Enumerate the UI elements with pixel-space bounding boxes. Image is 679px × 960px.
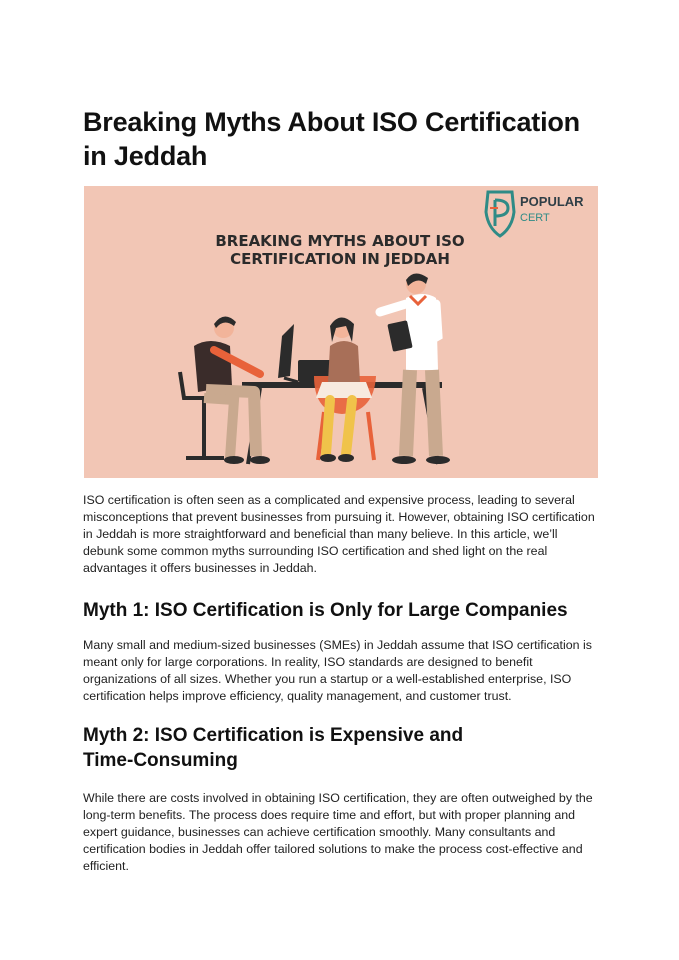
hero-illustration <box>84 186 598 478</box>
hero-headline-line2: CERTIFICATION IN JEDDAH <box>230 250 450 268</box>
person-right-standing <box>380 273 450 464</box>
hero-headline-line1: BREAKING MYTHS ABOUT ISO <box>215 232 465 250</box>
person-middle-seated <box>314 317 376 462</box>
shield-icon <box>486 192 514 236</box>
logo-word-cert: CERT <box>520 212 550 224</box>
logo-word-popular: POPULAR <box>520 194 584 209</box>
popular-cert-logo <box>486 192 584 236</box>
section-body-myth-1: Many small and medium-sized businesses (SMEs) in Jeddah assume that ISO certification is meant only for large corporations. In reality, ISO standards are designed to benefit organizations of all sizes. Whether you run a startup or a well-established enterprise, ISO certification helps improve efficiency, quality management, and customer trust. <box>83 638 592 703</box>
section-body-myth-2: While there are costs involved in obtaining ISO certification, they are often outweighed by the long-term benefits. The process does require time and effort, but with proper planning and expert guidance, businesses can achieve certification smoothly. Many consultants and certification bodies in Jeddah offer tailored solutions to make the process cost-effective and efficient. <box>83 791 593 873</box>
person-left-seated <box>180 316 270 464</box>
section-heading-myth-2: Myth 2: ISO Certification is Expensive and Time-Consuming <box>83 725 464 771</box>
monitor <box>278 324 298 382</box>
page-title: Breaking Myths About ISO Certification in Jeddah <box>83 107 580 171</box>
section-heading-myth-1: Myth 1: ISO Certification is Only for Large Companies <box>83 600 568 621</box>
intro-paragraph: ISO certification is often seen as a complicated and expensive process, leading to several misconceptions that prevent businesses from pursuing it. However, obtaining ISO certification in Jeddah is more straightforward and beneficial than many believe. In this article, we’ll debunk some common myths surrounding ISO certification and shed light on the real advantages it offers businesses in Jeddah. <box>83 493 595 575</box>
